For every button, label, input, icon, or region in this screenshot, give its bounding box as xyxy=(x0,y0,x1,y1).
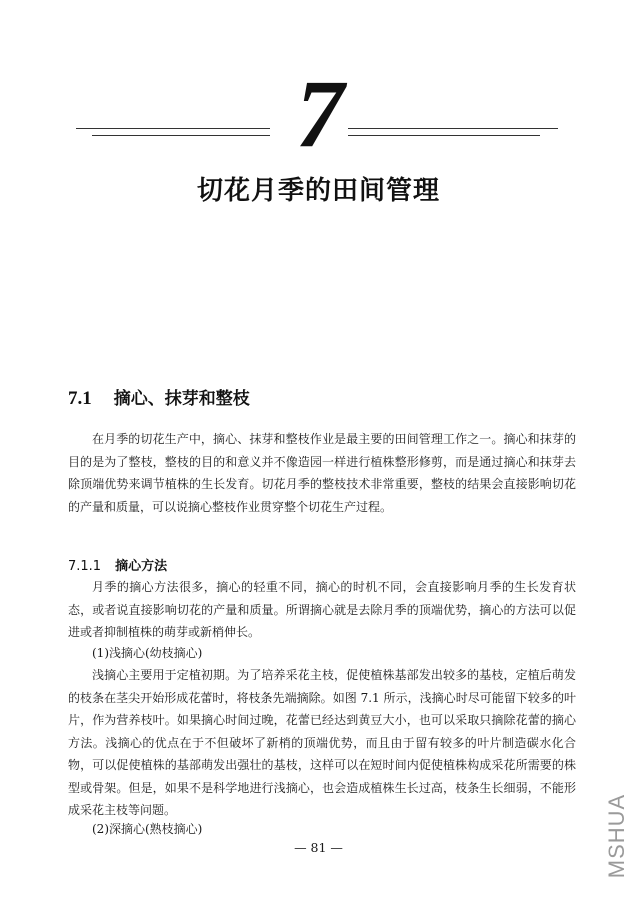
subsection-number: 7.1.1 xyxy=(68,559,102,574)
chapter-rule-right-top xyxy=(348,128,558,129)
section-number: 7.1 xyxy=(68,388,92,409)
list-item-shallow-pinching: (1)浅摘心(幼枝摘心) xyxy=(92,646,203,660)
section-intro-paragraph: 在月季的切花生产中，摘心、抹芽和整枝作业是最主要的田间管理工作之一。摘心和抹芽的目的是为了整枝，整枝的目的和意义并不像造园一样进行植株整形修剪，而是通过摘心和抹芽去除顶端优势来调节植株的生长发育。切花月季的整枝技术非常重要，整枝的结果会直接影响切花的产量和质量，可以说摘心整枝作业贯穿整个切花生产过程。 xyxy=(68,432,576,514)
list-item-deep-pinching: (2)深摘心(熟枝摘心) xyxy=(92,822,203,836)
subsection-heading xyxy=(68,555,167,574)
chapter-number: 7 xyxy=(296,60,344,167)
watermark xyxy=(606,786,628,886)
watermark-text: MSHUA xyxy=(604,793,629,879)
chapter-rule-left-bottom xyxy=(92,135,270,136)
subsection-paragraph-1: 月季的摘心方法很多，摘心的轻重不同，摘心的时机不同，会直接影响月季的生长发育状态，或者说直接影响切花的产量和质量。所谓摘心就是去除月季的顶端优势，摘心的方法可以促进或者抑制植株的萌芽或新梢伸长。 xyxy=(68,580,576,639)
subsection-paragraph-2: 浅摘心主要用于定植初期。为了培养采花主枝，促使植株基部发出较多的基枝，定植后萌发的枝条在茎尖开始形成花蕾时，将枝条先端摘除。如图 7.1 所示，浅摘心时尽可能留下较多的叶片，作为营养枝叶。如果摘心时间过晚，花蕾已经达到黄豆大小，也可以采取只摘除花蕾的摘心方法。浅摘心的优点在于不但破坏了新梢的顶端优势，而且由于留有较多的叶片制造碳水化合物，可以促使植株的基部萌发出强壮的基枝，这样可以在短时间内促使植株构成采花所需要的株型或骨架。但是，如果不是科学地进行浅摘心，也会造成植株生长过高，枝条生长细弱，不能形成采花主枝等问题。 xyxy=(68,668,576,817)
chapter-rule-right-bottom xyxy=(348,135,540,136)
chapter-rule-left-top xyxy=(76,128,270,129)
chapter-title: 切花月季的田间管理 xyxy=(196,176,440,206)
subsection-title: 摘心方法 xyxy=(115,559,168,574)
page-number: — 81 — xyxy=(294,840,343,855)
section-title: 摘心、抹芽和整枝 xyxy=(113,389,250,409)
section-heading xyxy=(68,384,250,410)
